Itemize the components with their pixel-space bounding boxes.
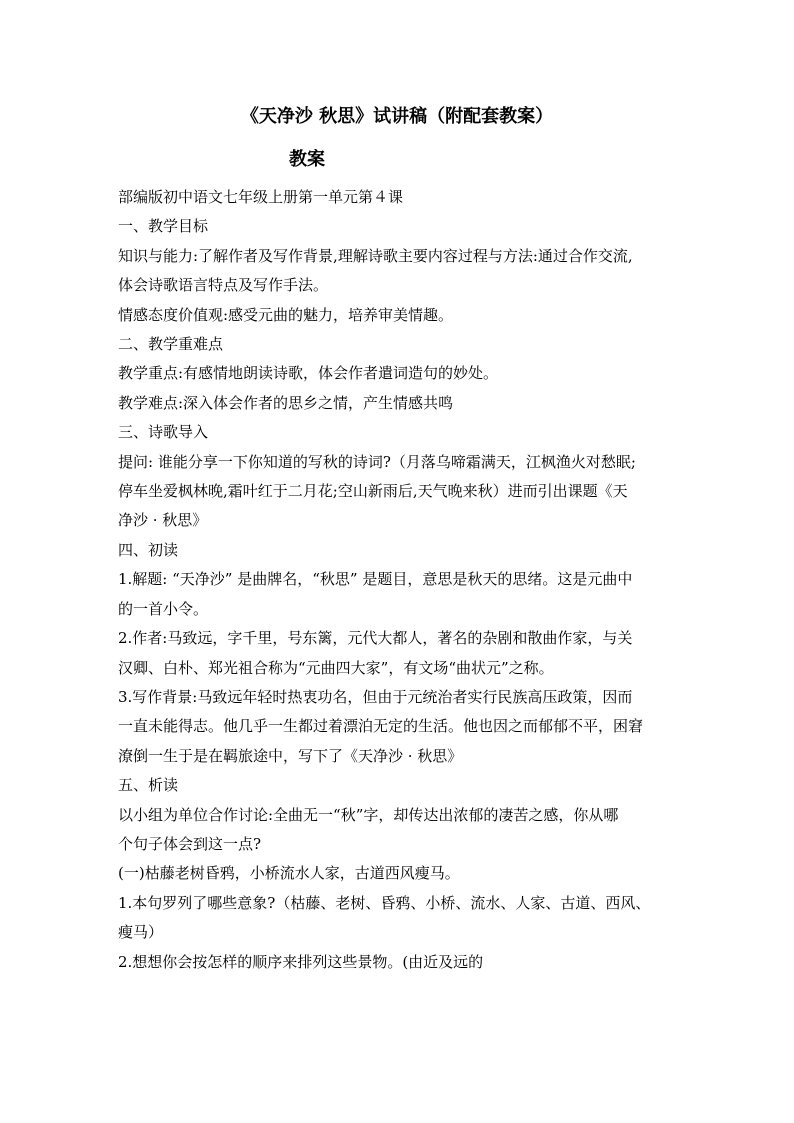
- paragraph-line: 1.解题: “天净沙” 是曲牌名，“秋思” 是题目，意思是秋天的思绪。这是元曲中: [118, 570, 633, 589]
- paragraph-line: 以小组为单位合作讨论:全曲无一“秋”字，却传达出浓郁的凄苦之感，你从哪: [118, 805, 619, 824]
- document-body: [118, 183, 678, 977]
- paragraph-line: 2.作者:马致远，字千里，号东篱，元代大都人，著名的杂剧和散曲作家，与关: [118, 629, 633, 648]
- document-title: 《天净沙 秋思》试讲稿（附配套教案）: [240, 106, 554, 127]
- paragraph-line: 3.写作背景:马致远年轻时热衷功名，但由于元统治者实行民族高压政策，因而: [118, 687, 633, 706]
- document-subtitle: 教案: [289, 149, 325, 170]
- paragraph-line: 一直未能得志。他几乎一生都过着漂泊无定的生活。他也因之而郁郁不平，困窘: [118, 717, 644, 736]
- paragraph-line: 潦倒一生于是在羁旅途中，写下了《天净沙 · 秋思》: [118, 746, 463, 765]
- paragraph-line: 知识与能力:了解作者及写作背景,理解诗歌主要内容过程与方法:通过合作交流,: [118, 246, 633, 265]
- paragraph-line: 停车坐爱枫林晚,霜叶红于二月花;空山新雨后,天气晚来秋）进而引出课题《天: [118, 482, 628, 501]
- section-heading-first-reading: 四、初读: [118, 540, 179, 559]
- section-heading-objectives: 一、教学目标: [118, 217, 209, 236]
- paragraph-line: (一)枯藤老树昏鸦，小桥流水人家，古道西风瘦马。: [118, 864, 460, 883]
- paragraph-line: 体会诗歌语言特点及写作手法。: [118, 276, 329, 295]
- paragraph-line: 瘦马）: [118, 923, 164, 942]
- section-heading-key-points: 二、教学重难点: [118, 335, 224, 354]
- paragraph-line: 汉卿、白朴、郑光祖合称为“元曲四大家”，有文场“曲状元”之称。: [118, 658, 554, 677]
- paragraph-line: 情感态度价值观:感受元曲的魅力，培养审美情趣。: [118, 305, 454, 324]
- paragraph-line: 2.想想你会按怎样的顺序来排列这些景物。(由近及远的: [118, 952, 484, 971]
- paragraph-line: 教学难点:深入体会作者的思乡之情，产生情感共鸣: [118, 393, 454, 412]
- course-info-line: 部编版初中语文七年级上册第一单元第４课: [118, 188, 404, 206]
- paragraph-line: 教学重点:有感情地朗读诗歌，体会作者遣词造句的妙处。: [118, 364, 499, 383]
- section-heading-introduction: 三、诗歌导入: [118, 423, 209, 442]
- paragraph-line: 净沙 · 秋思》: [118, 511, 208, 530]
- paragraph-line: 1.本句罗列了哪些意象?（枯藤、老树、昏鸦、小桥、流水、人家、古道、西风、: [118, 893, 651, 912]
- paragraph-line: 个句子体会到这一点?: [118, 834, 262, 853]
- paragraph-line: 提问: 谁能分享一下你知道的写秋的诗词?（月落乌啼霜满天，江枫渔火对愁眠;: [118, 452, 636, 471]
- section-heading-analysis: 五、析读: [118, 776, 179, 795]
- paragraph-line: 的一首小令。: [118, 599, 209, 618]
